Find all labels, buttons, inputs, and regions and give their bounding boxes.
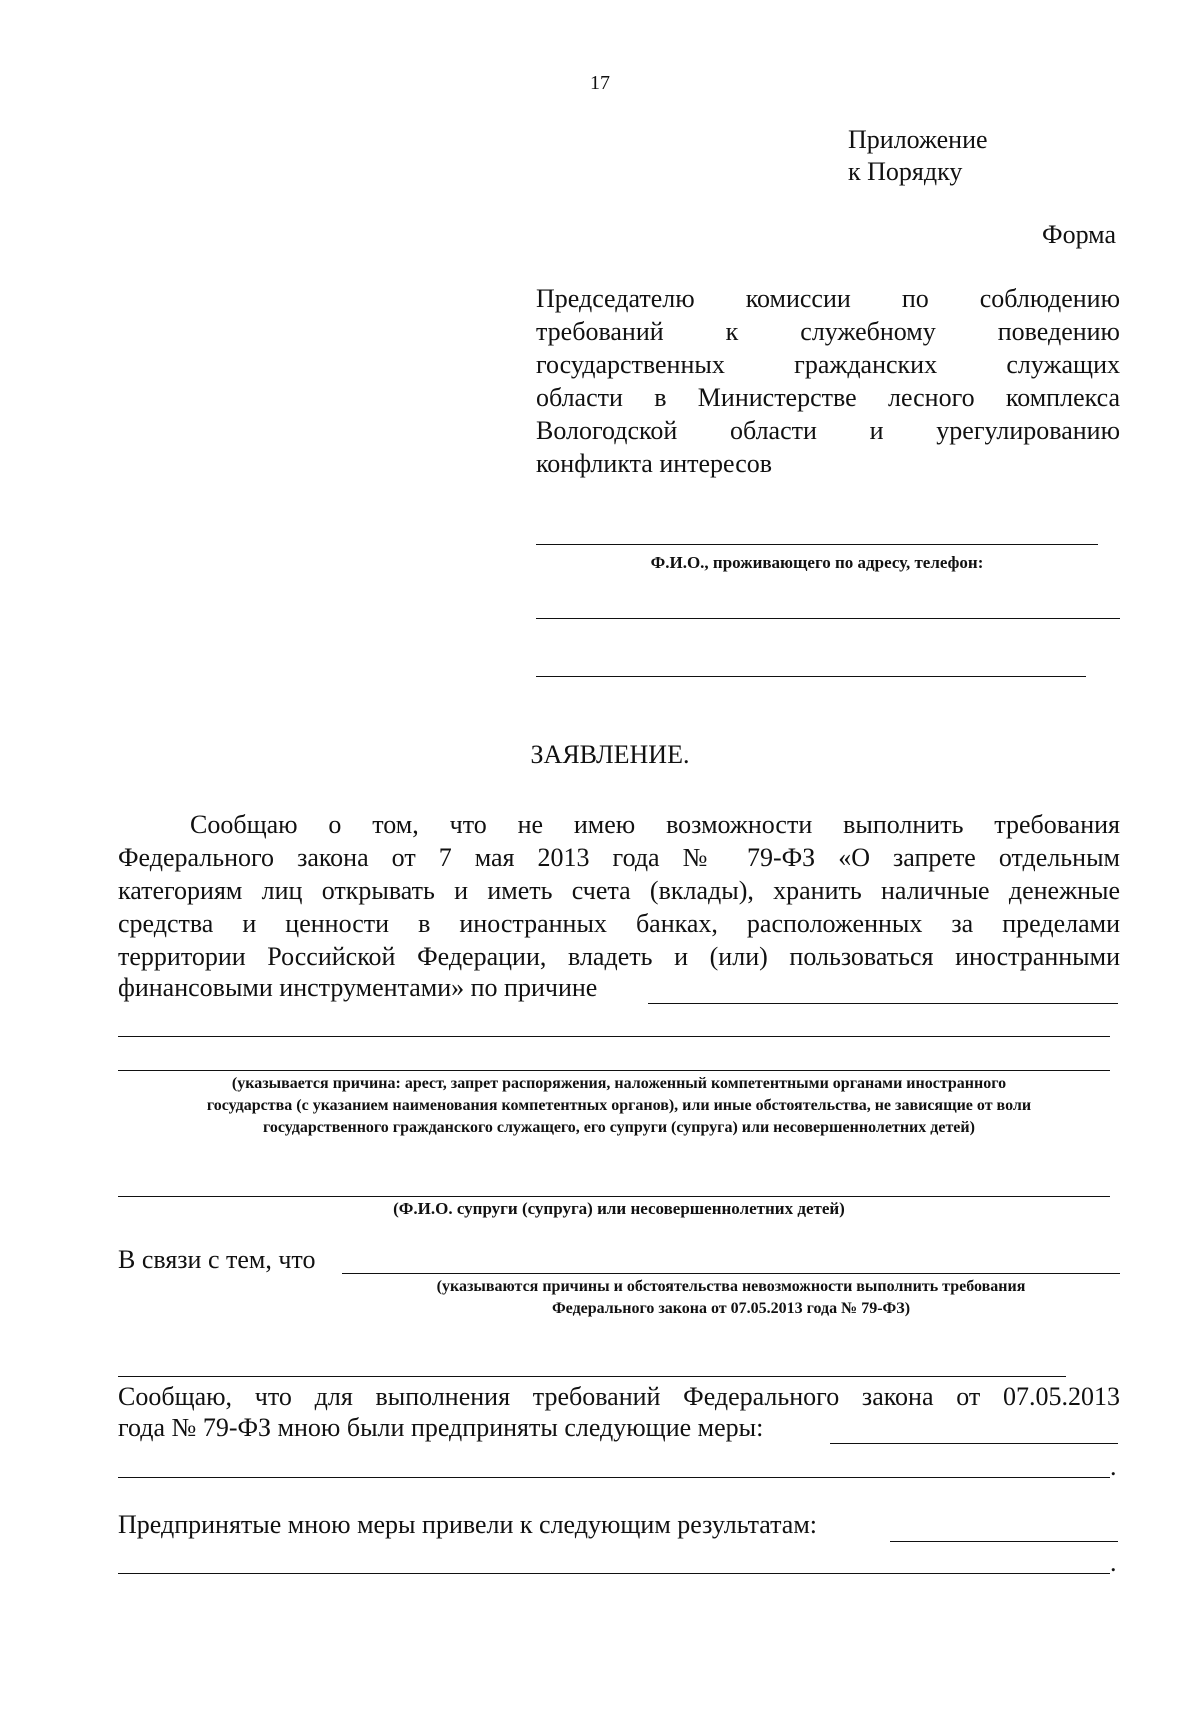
results-period: . xyxy=(1110,1548,1117,1577)
measures-period: . xyxy=(1110,1452,1117,1481)
addressee-line: требований к служебному поведению xyxy=(536,317,1120,346)
document-title: ЗАЯВЛЕНИЕ. xyxy=(530,740,690,769)
reason-caption xyxy=(118,1073,1120,1139)
addressee-line: конфликта интересов xyxy=(536,449,773,478)
addressee-line: области в Министерстве лесного комплекса xyxy=(536,383,1120,412)
annex-line-2: к Порядку xyxy=(848,157,963,186)
form-label: Форма xyxy=(1042,220,1116,249)
statement-paragraph xyxy=(118,808,1120,973)
applicant-address-line[interactable] xyxy=(536,618,1120,619)
statement-last-line: финансовыми инструментами» по причине xyxy=(118,973,598,1002)
measures-paragraph xyxy=(118,1380,1120,1413)
reason-caption-line: государственного гражданского служащего, его супруги (супруга) или несовершеннолетних детей) xyxy=(263,1119,975,1136)
reason-field-line-3[interactable] xyxy=(118,1070,1110,1071)
circumstances-caption-line: (указываются причины и обстоятельства невозможности выполнить требования xyxy=(436,1278,1026,1295)
addressee-line: государственных гражданских служащих xyxy=(536,350,1120,379)
applicant-caption: Ф.И.О., проживающего по адресу, телефон: xyxy=(650,553,984,572)
results-field-line-1[interactable] xyxy=(890,1541,1118,1542)
circumstances-field-line[interactable] xyxy=(342,1273,1120,1274)
spouse-field-line[interactable] xyxy=(118,1196,1110,1197)
applicant-phone-line[interactable] xyxy=(536,676,1086,677)
spouse-caption: (Ф.И.О. супруги (супруга) или несовершеннолетних детей) xyxy=(393,1199,845,1218)
addressee-line: Председателю комиссии по соблюдению xyxy=(536,284,1120,313)
measures-field-line-1[interactable] xyxy=(830,1443,1118,1444)
circumstances-caption xyxy=(342,1276,1120,1320)
page-number: 17 xyxy=(590,72,610,94)
reason-field-line-1[interactable] xyxy=(648,1003,1118,1004)
annex-line-1: Приложение xyxy=(848,125,988,154)
statement-line: территории Российской Федерации, владеть и (или) пользоваться иностранными xyxy=(118,942,1120,971)
results-field-line-2[interactable] xyxy=(118,1573,1110,1574)
applicant-name-line[interactable] xyxy=(536,544,1098,545)
statement-line: категориям лиц открывать и иметь счета (вклады), хранить наличные денежные xyxy=(118,876,1120,905)
circumstances-field-line-2[interactable] xyxy=(118,1376,1066,1377)
reason-caption-line: (указывается причина: арест, запрет распоряжения, наложенный компетентными органами иностранного xyxy=(231,1075,1007,1092)
addressee-block xyxy=(536,282,1120,480)
statement-line: средства и ценности в иностранных банках, расположенных за пределами xyxy=(118,909,1120,938)
measures-line-2: года № 79-ФЗ мною были предприняты следующие меры: xyxy=(118,1413,764,1442)
annex-header xyxy=(848,124,988,188)
results-label: Предпринятые мною меры привели к следующим результатам: xyxy=(118,1510,818,1539)
reason-field-line-2[interactable] xyxy=(118,1036,1110,1037)
circumstances-caption-line: Федерального закона от 07.05.2013 года № 79-ФЗ) xyxy=(551,1300,911,1317)
reason-caption-line: государства (с указанием наименования компетентных органов), или иные обстоятельства, не зависящие от воли xyxy=(206,1097,1032,1114)
measures-line: Сообщаю, что для выполнения требований Федерального закона от 07.05.2013 xyxy=(118,1382,1120,1411)
in-connection-label: В связи с тем, что xyxy=(118,1245,316,1274)
addressee-line: Вологодской области и урегулированию xyxy=(536,416,1120,445)
statement-line: Федерального закона от 7 мая 2013 года № 79-ФЗ «О запрете отдельным xyxy=(118,843,1120,872)
measures-field-line-2[interactable] xyxy=(118,1477,1110,1478)
statement-line: Сообщаю о том, что не имею возможности выполнить требования xyxy=(190,810,1120,839)
